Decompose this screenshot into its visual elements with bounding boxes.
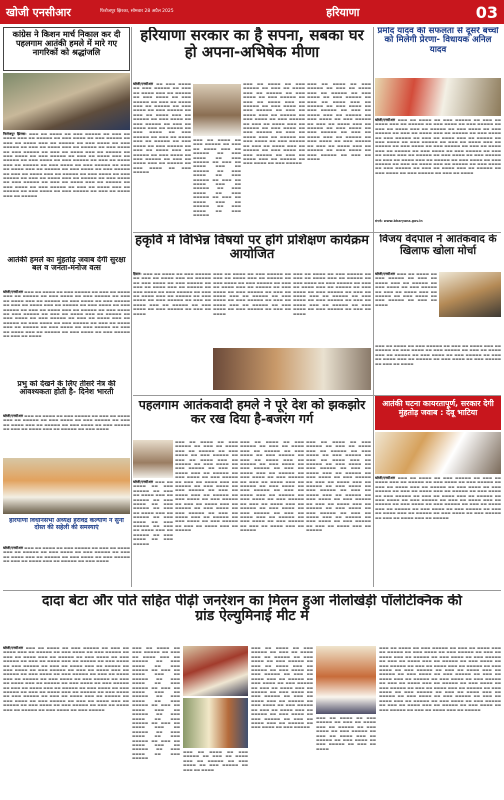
story-body: खोजी/एनसीआर ▬▬▬ ▬▬ ▬▬▬▬ ▬▬ ▬▬▬ ▬▬▬▬▬ ▬▬ ▬▬▬ ▬▬ ▬▬▬▬ ▬▬▬ ▬▬ ▬▬▬▬▬ ▬▬ ▬▬▬ ▬▬▬▬ ▬▬ ▬▬▬ ▬▬▬▬▬ ▬▬ ▬▬▬ ▬▬ ▬▬▬▬ ▬▬▬ ▬▬ ▬▬▬▬▬ ▬▬ ▬▬▬ ▬▬▬▬ ▬▬ ▬▬▬ ▬▬▬▬▬ ▬▬ ▬▬▬ ▬▬ ▬▬▬▬ ▬▬▬ ▬▬ ▬▬▬▬▬ ▬▬ ▬▬▬ ▬▬▬▬ <box>3 546 130 564</box>
story-body: ▬▬▬ ▬▬ ▬▬▬▬ ▬▬ ▬▬▬ ▬▬▬▬▬ ▬▬ ▬▬▬ ▬▬ ▬▬▬▬ ▬▬▬ ▬▬ ▬▬▬▬▬ ▬▬ ▬▬▬ ▬▬▬▬ ▬▬ ▬▬▬ ▬▬▬▬▬ ▬▬ ▬▬▬ ▬▬ ▬▬▬▬ ▬▬▬ ▬▬ ▬▬▬▬▬ ▬▬ ▬▬▬ ▬▬▬▬ ▬▬ ▬▬▬ ▬▬▬▬▬ ▬▬ ▬▬▬ ▬▬ ▬▬▬▬ ▬▬▬ ▬▬ ▬▬▬▬▬ ▬▬ ▬▬▬ ▬▬▬▬ ▬▬ ▬▬▬ ▬▬▬▬▬ ▬▬ ▬▬▬ ▬▬ ▬▬▬▬ ▬▬▬ ▬▬ ▬▬▬▬▬ ▬▬ ▬▬▬ ▬▬▬▬ ▬▬ ▬▬▬ ▬▬▬▬▬ ▬▬ ▬▬▬ ▬▬ ▬▬▬▬ ▬▬▬ ▬▬ ▬▬▬▬▬ ▬▬ ▬▬▬ ▬▬▬▬ ▬▬ ▬▬▬ ▬▬▬▬▬ ▬▬ ▬▬▬ ▬▬ ▬▬▬▬ ▬▬▬ ▬▬ ▬▬▬▬▬ ▬▬ ▬▬▬ ▬▬▬▬ ▬▬ ▬▬▬ ▬▬▬▬▬ ▬▬ ▬▬▬ ▬▬ ▬▬▬▬ ▬▬▬ ▬▬ ▬▬▬▬▬ ▬▬ ▬▬▬ ▬▬▬▬ ▬▬ ▬▬▬ ▬▬▬▬▬ ▬▬ ▬▬▬ ▬▬ ▬▬▬▬ ▬▬▬ ▬▬ ▬▬▬▬▬ <box>240 440 304 533</box>
story-photo-congress-march <box>3 73 130 130</box>
newspaper-name: खोजी एनसीआर <box>6 5 71 19</box>
story-byline: खोजी/एनसीआर <box>375 476 396 480</box>
story-byline: खोजी/एनसीआर <box>3 546 24 550</box>
story-byline: हिसार: <box>133 272 142 276</box>
story-headline: प्रभु को देखने के लिए तीसरे नेत्र की आवश्यकता होती है- दिनेश भारती <box>17 380 116 397</box>
story-photo-portrait <box>193 84 241 136</box>
page-number: 03 <box>475 2 498 22</box>
story-photo-bajrang-garg <box>133 440 173 478</box>
divider <box>3 590 501 591</box>
story-headline: दादा बेटा और पोते सहित पीढ़ी जनरेशन का मिलन हुआ नीलोखेड़ी पॉलीटेक्निक की ग्रांड ऐल्युमिनाई मीट में <box>41 594 463 625</box>
story-photo-alumni-group <box>183 698 248 748</box>
story-body: ▬▬▬ ▬▬ ▬▬▬▬ ▬▬ ▬▬▬ ▬▬▬▬▬ ▬▬ ▬▬▬ ▬▬ ▬▬▬▬ ▬▬▬ ▬▬ ▬▬▬▬▬ ▬▬ ▬▬▬ ▬▬▬▬ ▬▬ ▬▬▬ ▬▬▬▬▬ ▬▬ ▬▬▬ ▬▬ ▬▬▬▬ ▬▬▬ ▬▬ ▬▬▬▬▬ ▬▬ ▬▬▬ ▬▬▬▬ ▬▬ ▬▬▬ ▬▬▬▬▬ ▬▬ ▬▬▬ ▬▬ ▬▬▬▬ ▬▬▬ ▬▬ ▬▬▬▬▬ ▬▬ ▬▬▬ ▬▬▬▬ ▬▬ ▬▬▬ ▬▬▬▬▬ ▬▬ ▬▬▬ ▬▬ ▬▬▬▬ ▬▬▬ ▬▬ ▬▬▬▬▬ ▬▬ ▬▬▬ ▬▬▬▬ ▬▬ ▬▬▬ ▬▬▬▬▬ <box>193 138 241 217</box>
story-body: ▬▬▬ ▬▬ ▬▬▬▬ ▬▬ ▬▬▬ ▬▬▬▬▬ ▬▬ ▬▬▬ ▬▬ ▬▬▬▬ ▬▬▬ ▬▬ ▬▬▬▬▬ ▬▬ ▬▬▬ ▬▬▬▬ ▬▬ ▬▬▬ ▬▬▬▬▬ ▬▬ ▬▬▬ ▬▬ ▬▬▬▬ ▬▬▬ ▬▬ ▬▬▬▬▬ ▬▬ ▬▬▬ ▬▬▬▬ ▬▬ ▬▬▬ ▬▬▬▬▬ ▬▬ ▬▬▬ ▬▬ ▬▬▬▬ ▬▬▬ ▬▬ ▬▬▬▬▬ ▬▬ ▬▬▬ ▬▬▬▬ ▬▬ ▬▬▬ ▬▬▬▬▬ ▬▬ ▬▬▬ ▬▬ ▬▬▬▬ ▬▬▬ ▬▬ ▬▬▬▬▬ ▬▬ ▬▬▬ ▬▬▬▬ ▬▬ ▬▬▬ ▬▬▬▬▬ ▬▬ ▬▬▬ ▬▬ ▬▬▬▬ ▬▬▬ ▬▬ ▬▬▬▬▬ ▬▬ ▬▬▬ ▬▬▬▬ ▬▬ ▬▬▬ ▬▬▬▬▬ ▬▬ ▬▬▬ ▬▬ ▬▬▬▬ ▬▬▬ ▬▬ ▬▬▬▬▬ ▬▬ ▬▬▬ ▬▬▬▬ ▬▬ ▬▬▬ ▬▬▬▬▬ ▬▬ ▬▬▬ ▬▬ ▬▬▬▬ ▬▬▬ ▬▬ ▬▬▬▬▬ ▬▬ ▬▬▬ ▬▬▬▬ ▬▬ ▬▬▬ ▬▬▬▬▬ ▬▬ ▬▬▬ ▬▬ ▬▬▬▬ ▬▬▬ ▬▬ ▬▬▬▬▬ <box>306 440 371 533</box>
story-byline: खोजी/एनसीआर <box>133 480 154 484</box>
story-body: खोजी/एनसीआर ▬▬ ▬▬▬ ▬▬▬▬ ▬▬ ▬▬▬ ▬▬▬▬▬ ▬▬ ▬▬▬ ▬▬ ▬▬▬▬ ▬▬▬ ▬▬ ▬▬▬▬▬ ▬▬ ▬▬▬ ▬▬▬▬ ▬▬ ▬▬▬ ▬▬▬▬▬ ▬▬ ▬▬▬ ▬▬ ▬▬▬▬ ▬▬▬ ▬▬ ▬▬▬▬▬ ▬▬ ▬▬▬ ▬▬▬▬ ▬▬ ▬▬▬ ▬▬▬▬▬ ▬▬ ▬▬▬ ▬▬ ▬▬▬▬ ▬▬▬ ▬▬ ▬▬▬▬▬ ▬▬ ▬▬▬ ▬▬▬▬ ▬▬ ▬▬▬ ▬▬▬▬▬ ▬▬ ▬▬▬ ▬▬ ▬▬▬▬ ▬▬▬ ▬▬ ▬▬▬▬▬ ▬▬ ▬▬▬ ▬▬▬▬ ▬▬ ▬▬▬ ▬▬▬▬▬ ▬▬ ▬▬▬ ▬▬ ▬▬▬▬ ▬▬▬ ▬▬ ▬▬▬▬▬ ▬▬ ▬▬▬ ▬▬▬▬ ▬▬ ▬▬▬ ▬▬▬▬▬ ▬▬ ▬▬▬ ▬▬ ▬▬▬▬ ▬▬▬ ▬▬ ▬▬▬▬▬ ▬▬ ▬▬▬ ▬▬▬▬ ▬▬ ▬▬▬ ▬▬▬▬▬ ▬▬ ▬▬▬ ▬▬ ▬▬▬▬ ▬▬▬ ▬▬ ▬▬▬▬▬ ▬▬ ▬▬▬ ▬▬▬▬ ▬▬ ▬▬▬ ▬▬▬▬▬ <box>133 82 191 175</box>
story-headline: प्रमोद यादव की सफलता से दूसरे बच्चों को मिलेगी प्रेरणा- विधायक अनिल यादव <box>377 27 499 55</box>
story-headline: हरियाणा सरकार का है सपना, सबका घर हो अपना-अभिषेक मीणा <box>140 27 364 61</box>
story-body: फिरोजपुर झिरका: ▬▬▬ ▬▬ ▬▬▬▬ ▬▬ ▬▬▬ ▬▬▬▬▬ ▬▬ ▬▬▬ ▬▬ ▬▬▬▬ ▬▬▬ ▬▬ ▬▬▬▬▬ ▬▬ ▬▬▬ ▬▬▬▬ ▬▬ ▬▬▬ ▬▬▬▬▬ ▬▬ ▬▬▬ ▬▬ ▬▬▬▬ ▬▬▬ ▬▬ ▬▬▬▬▬ ▬▬ ▬▬▬ ▬▬▬▬ ▬▬ ▬▬▬ ▬▬▬▬▬ ▬▬ ▬▬▬ ▬▬ ▬▬▬▬ ▬▬▬ ▬▬ ▬▬▬▬▬ ▬▬ ▬▬▬ ▬▬▬▬ ▬▬ ▬▬▬ ▬▬▬▬▬ ▬▬ ▬▬▬ ▬▬ ▬▬▬▬ ▬▬▬ ▬▬ ▬▬▬▬▬ ▬▬ ▬▬▬ ▬▬▬▬ ▬▬ ▬▬▬ ▬▬▬▬▬ ▬▬ ▬▬▬ ▬▬ ▬▬▬▬ ▬▬▬ ▬▬ ▬▬▬▬▬ ▬▬ ▬▬▬ ▬▬▬▬ ▬▬ ▬▬▬ ▬▬▬▬▬ ▬▬ ▬▬▬ ▬▬ ▬▬▬▬ ▬▬▬ ▬▬ ▬▬▬▬▬ ▬▬ ▬▬▬ ▬▬▬▬ ▬▬ ▬▬▬ ▬▬▬▬▬ ▬▬ ▬▬▬ ▬▬ ▬▬▬▬ ▬▬▬ ▬▬ ▬▬▬▬▬ ▬▬ ▬▬▬ ▬▬▬▬ ▬▬ ▬▬▬ ▬▬▬▬▬ ▬▬ ▬▬▬ ▬▬ ▬▬▬▬ ▬▬▬ ▬▬ ▬▬▬▬▬ ▬▬ ▬▬▬ ▬▬▬▬ ▬▬ ▬▬▬ ▬▬▬▬▬ ▬▬ ▬▬▬ ▬▬ ▬▬▬▬ ▬▬▬ ▬▬ ▬▬▬▬▬ ▬▬ ▬▬▬ ▬▬▬▬ ▬▬ ▬▬▬ ▬▬▬▬▬ ▬▬ ▬▬▬ ▬▬ ▬▬▬▬ ▬▬▬ ▬▬ ▬▬▬▬▬ ▬▬ ▬▬▬ ▬▬▬▬ ▬▬ ▬▬▬ ▬▬▬▬▬ ▬▬ ▬▬▬ ▬▬ ▬▬▬▬ ▬▬▬ ▬▬ ▬▬▬▬▬ ▬▬ ▬▬▬ ▬▬▬▬ ▬▬ ▬▬▬ ▬▬▬▬▬ ▬▬ ▬▬▬ ▬▬ ▬▬▬▬ ▬▬▬ ▬▬ ▬▬▬▬▬ <box>3 132 130 198</box>
story-photo-alumni-crowd <box>316 646 376 714</box>
story-body: खोजी/एनसीआर ▬▬▬ ▬▬ ▬▬▬▬ ▬▬ ▬▬▬ ▬▬▬▬▬ ▬▬ ▬▬▬ ▬▬ ▬▬▬▬ ▬▬▬ ▬▬ ▬▬▬▬▬ ▬▬ ▬▬▬ ▬▬▬▬ ▬▬ ▬▬▬ ▬▬▬▬▬ ▬▬ ▬▬▬ ▬▬ ▬▬▬▬ ▬▬▬ ▬▬ ▬▬▬▬▬ ▬▬ ▬▬▬ ▬▬▬▬ ▬▬ ▬▬▬ ▬▬▬▬▬ ▬▬ ▬▬▬ ▬▬ ▬▬▬▬ ▬▬▬ ▬▬ ▬▬▬▬▬ ▬▬ ▬▬▬ ▬▬▬▬ ▬▬ ▬▬▬ ▬▬▬▬▬ ▬▬ ▬▬▬ ▬▬ ▬▬▬▬ ▬▬▬ ▬▬ ▬▬▬▬▬ ▬▬ ▬▬▬ ▬▬▬▬ ▬▬ ▬▬▬ ▬▬▬▬▬ ▬▬ ▬▬▬ ▬▬ ▬▬▬▬ ▬▬▬ ▬▬ ▬▬▬▬▬ ▬▬ ▬▬▬ ▬▬▬▬ ▬▬ ▬▬▬ ▬▬▬▬▬ ▬▬ ▬▬▬ ▬▬ ▬▬▬▬ ▬▬▬ ▬▬ ▬▬▬▬▬ ▬▬ ▬▬▬ ▬▬▬▬ ▬▬ ▬▬▬ ▬▬▬▬▬ ▬▬ ▬▬▬ ▬▬ ▬▬▬▬ ▬▬▬ ▬▬ ▬▬▬▬▬ ▬▬ ▬▬▬ ▬▬▬▬ ▬▬ ▬▬▬ ▬▬▬▬▬ ▬▬ ▬▬▬ ▬▬ ▬▬▬▬ ▬▬▬ ▬▬ ▬▬▬▬▬ ▬▬ ▬▬▬ ▬▬▬▬ ▬▬ ▬▬▬ ▬▬▬▬▬ ▬▬ ▬▬▬ ▬▬ ▬▬▬▬ ▬▬▬ ▬▬ ▬▬▬▬▬ ▬▬ ▬▬▬ ▬▬▬▬ ▬▬ ▬▬▬ ▬▬▬▬▬ ▬▬ ▬▬▬ ▬▬ ▬▬▬▬ ▬▬▬ ▬▬ ▬▬▬▬▬ ▬▬ ▬▬▬ ▬▬▬▬ ▬▬ ▬▬▬ ▬▬▬▬▬ ▬▬ ▬▬▬ ▬▬ ▬▬▬▬ <box>375 118 501 175</box>
contact-line: संपर्क: www.bharyana.gov.in <box>375 219 423 223</box>
story-body: खोजी/एनसीआर ▬▬▬ ▬▬ ▬▬▬▬ ▬▬ ▬▬▬ ▬▬▬▬▬ ▬▬ ▬▬▬ ▬▬ ▬▬▬▬ ▬▬▬ ▬▬ ▬▬▬▬▬ ▬▬ ▬▬▬ ▬▬▬▬ ▬▬ ▬▬▬ ▬▬▬▬▬ ▬▬ ▬▬▬ ▬▬ ▬▬▬▬ ▬▬▬ ▬▬ ▬▬▬▬▬ ▬▬ ▬▬▬ ▬▬▬▬ ▬▬ ▬▬▬ ▬▬▬▬▬ ▬▬ ▬▬▬ ▬▬ ▬▬▬▬ ▬▬▬ ▬▬ ▬▬▬▬▬ ▬▬ ▬▬▬ ▬▬▬▬ <box>3 414 130 432</box>
story-body: ▬▬▬ ▬▬ ▬▬▬▬ ▬▬ ▬▬▬ ▬▬▬▬▬ ▬▬ ▬▬▬ ▬▬ ▬▬▬▬ ▬▬▬ ▬▬ ▬▬▬▬▬ ▬▬ ▬▬▬ ▬▬▬▬ ▬▬ ▬▬▬ ▬▬▬▬▬ ▬▬ ▬▬▬ ▬▬ ▬▬▬▬ ▬▬▬ ▬▬ ▬▬▬▬▬ ▬▬ ▬▬▬ ▬▬▬▬ ▬▬ ▬▬▬ ▬▬▬▬▬ ▬▬ ▬▬▬ ▬▬ ▬▬▬▬ ▬▬▬ ▬▬ ▬▬▬▬▬ ▬▬ ▬▬▬ ▬▬▬▬ ▬▬ ▬▬▬ ▬▬▬▬▬ ▬▬ ▬▬▬ ▬▬ ▬▬▬▬ <box>375 344 501 366</box>
story-body: ▬▬▬ ▬▬ ▬▬▬▬ ▬▬ ▬▬▬ ▬▬▬▬▬ ▬▬ ▬▬▬ ▬▬ ▬▬▬▬ ▬▬▬ ▬▬ ▬▬▬▬▬ ▬▬ ▬▬▬ ▬▬▬▬ ▬▬ ▬▬▬ ▬▬▬▬▬ ▬▬ ▬▬▬ ▬▬ ▬▬▬▬ ▬▬▬ ▬▬ ▬▬▬▬▬ ▬▬ ▬▬▬ ▬▬▬▬ ▬▬ ▬▬▬ ▬▬▬▬▬ ▬▬ ▬▬▬ ▬▬ ▬▬▬▬ <box>316 716 376 751</box>
story-body: खोजी/एनसीआर ▬▬▬ ▬▬ ▬▬▬▬ ▬▬ ▬▬▬ ▬▬▬▬▬ ▬▬ ▬▬▬ ▬▬ ▬▬▬▬ ▬▬▬ ▬▬ ▬▬▬▬▬ ▬▬ ▬▬▬ ▬▬▬▬ ▬▬ ▬▬▬ ▬▬▬▬▬ ▬▬ ▬▬▬ ▬▬ ▬▬▬▬ ▬▬▬ ▬▬ ▬▬▬▬▬ ▬▬ ▬▬▬ ▬▬▬▬ ▬▬ ▬▬▬ ▬▬▬▬▬ ▬▬ ▬▬▬ ▬▬ ▬▬▬▬ ▬▬▬ ▬▬ ▬▬▬▬▬ ▬▬ ▬▬▬ ▬▬▬▬ ▬▬ ▬▬▬ ▬▬▬▬▬ ▬▬ ▬▬▬ ▬▬ ▬▬▬▬ ▬▬▬ ▬▬ ▬▬▬▬▬ ▬▬ ▬▬▬ ▬▬▬▬ ▬▬ ▬▬▬ ▬▬▬▬▬ ▬▬ ▬▬▬ ▬▬ ▬▬▬▬ ▬▬▬ ▬▬ ▬▬▬▬▬ ▬▬ ▬▬▬ ▬▬▬▬ ▬▬ ▬▬▬ ▬▬▬▬▬ ▬▬ ▬▬▬ ▬▬ ▬▬▬▬ ▬▬▬ ▬▬ ▬▬▬▬▬ ▬▬ ▬▬▬ ▬▬▬▬ ▬▬ ▬▬▬ ▬▬▬▬▬ ▬▬ ▬▬▬ ▬▬ ▬▬▬▬ ▬▬▬ ▬▬ ▬▬▬▬▬ ▬▬ ▬▬▬ ▬▬▬▬ ▬▬ ▬▬▬ ▬▬▬▬▬ ▬▬ ▬▬▬ ▬▬ ▬▬▬▬ ▬▬▬ ▬▬ ▬▬▬▬▬ ▬▬ ▬▬▬ ▬▬▬▬ ▬▬ ▬▬▬ ▬▬▬▬▬ ▬▬ ▬▬▬ ▬▬ ▬▬▬▬ <box>3 290 130 339</box>
story-body: ▬▬▬ ▬▬ ▬▬▬▬ ▬▬ ▬▬▬ ▬▬▬▬▬ ▬▬ ▬▬▬ ▬▬ ▬▬▬▬ ▬▬▬ ▬▬ ▬▬▬▬▬ ▬▬ ▬▬▬ ▬▬▬▬ ▬▬ ▬▬▬ ▬▬▬▬▬ ▬▬ ▬▬▬ ▬▬ ▬▬▬▬ ▬▬▬ ▬▬ ▬▬▬▬▬ ▬▬ ▬▬▬ ▬▬▬▬ ▬▬ ▬▬▬ ▬▬▬▬▬ ▬▬ ▬▬▬ ▬▬ ▬▬▬▬ ▬▬▬ ▬▬ ▬▬▬▬▬ ▬▬ ▬▬▬ ▬▬▬▬ ▬▬ ▬▬▬ ▬▬▬▬▬ ▬▬ ▬▬▬ ▬▬ ▬▬▬▬ ▬▬▬ ▬▬ ▬▬▬▬▬ ▬▬ ▬▬▬ ▬▬▬▬ ▬▬ ▬▬▬ ▬▬▬▬▬ ▬▬ ▬▬▬ ▬▬ ▬▬▬▬ ▬▬▬ ▬▬ ▬▬▬▬▬ ▬▬ ▬▬▬ ▬▬▬▬ ▬▬ ▬▬▬ ▬▬▬▬▬ ▬▬ ▬▬▬ ▬▬ ▬▬▬▬ ▬▬▬ ▬▬ ▬▬▬▬▬ ▬▬ ▬▬▬ ▬▬▬▬ ▬▬ ▬▬▬ ▬▬▬▬▬ ▬▬ ▬▬▬ ▬▬ ▬▬▬▬ <box>307 82 371 161</box>
story-body: खोजी/एनसीआर ▬▬▬ ▬▬ ▬▬▬▬ ▬▬ ▬▬▬ ▬▬▬▬▬ ▬▬ ▬▬▬ ▬▬ ▬▬▬▬ ▬▬▬ ▬▬ ▬▬▬▬▬ ▬▬ ▬▬▬ ▬▬▬▬ ▬▬ ▬▬▬ ▬▬▬▬▬ ▬▬ ▬▬▬ ▬▬ ▬▬▬▬ ▬▬▬ ▬▬ ▬▬▬▬▬ ▬▬ ▬▬▬ ▬▬▬▬ ▬▬ ▬▬▬ ▬▬▬▬▬ ▬▬ ▬▬▬ ▬▬ ▬▬▬▬ ▬▬▬ ▬▬ ▬▬▬▬▬ ▬▬ ▬▬▬ ▬▬▬▬ ▬▬ ▬▬▬ ▬▬▬▬▬ ▬▬ ▬▬▬ ▬▬ ▬▬▬▬ ▬▬▬ ▬▬ ▬▬▬▬▬ ▬▬ ▬▬▬ ▬▬▬▬ ▬▬ ▬▬▬ ▬▬▬▬▬ ▬▬ ▬▬▬ ▬▬ ▬▬▬▬ ▬▬▬ ▬▬ ▬▬▬▬▬ ▬▬ ▬▬▬ ▬▬▬▬ ▬▬ ▬▬▬ ▬▬▬▬▬ ▬▬ ▬▬▬ ▬▬ ▬▬▬▬ ▬▬▬ ▬▬ ▬▬▬▬▬ ▬▬ ▬▬▬ ▬▬▬▬ ▬▬ ▬▬▬ ▬▬▬▬▬ ▬▬ ▬▬▬ ▬▬ ▬▬▬▬ ▬▬▬ ▬▬ ▬▬▬▬▬ ▬▬ ▬▬▬ ▬▬▬▬ ▬▬ ▬▬▬ ▬▬▬▬▬ ▬▬ ▬▬▬ ▬▬ ▬▬▬▬ ▬▬▬ ▬▬ ▬▬▬▬▬ <box>375 476 501 520</box>
issue-meta: फिरोजपुर झिरका, सोमवार 28 अप्रैल 2025 <box>100 9 174 14</box>
story-body: ▬▬▬ ▬▬ ▬▬▬▬ ▬▬ ▬▬▬ ▬▬▬▬▬ ▬▬ ▬▬▬ ▬▬ ▬▬▬▬ ▬▬▬ ▬▬ ▬▬▬▬▬ ▬▬ ▬▬▬ ▬▬▬▬ ▬▬ ▬▬▬ ▬▬▬▬▬ ▬▬ ▬▬▬ ▬▬ ▬▬▬▬ ▬▬▬ ▬▬ ▬▬▬▬▬ ▬▬ ▬▬▬ ▬▬▬▬ ▬▬ ▬▬▬ ▬▬▬▬▬ ▬▬ ▬▬▬ ▬▬ ▬▬▬▬ ▬▬▬ ▬▬ ▬▬▬▬▬ ▬▬ ▬▬▬ ▬▬▬▬ ▬▬ ▬▬▬ ▬▬▬▬▬ ▬▬ ▬▬▬ ▬▬ ▬▬▬▬ ▬▬▬ ▬▬ ▬▬▬▬▬ ▬▬ ▬▬▬ ▬▬▬▬ ▬▬ ▬▬▬ ▬▬▬▬▬ ▬▬ ▬▬▬ ▬▬ ▬▬▬▬ <box>213 272 291 316</box>
column-divider <box>373 27 374 587</box>
story-byline: खोजी/एनसीआर <box>3 414 24 418</box>
story-headline: पहलगाम आतंकवादी हमले ने पूरे देश को झकझोर कर रख दिया है-बजरंग गर्ग <box>138 398 366 426</box>
story-photo-alumni-stage <box>183 646 248 696</box>
story-body: खोजी/एनसीआर ▬▬▬ ▬▬ ▬▬▬▬ ▬▬ ▬▬▬ ▬▬▬▬▬ ▬▬ ▬▬▬ ▬▬ ▬▬▬▬ ▬▬▬ ▬▬ ▬▬▬▬▬ ▬▬ ▬▬▬ ▬▬▬▬ ▬▬ ▬▬▬ ▬▬▬▬▬ ▬▬ ▬▬▬ ▬▬ ▬▬▬▬ ▬▬▬ ▬▬ ▬▬▬▬▬ ▬▬ ▬▬▬ ▬▬▬▬ ▬▬ ▬▬▬ ▬▬▬▬▬ ▬▬ ▬▬▬ ▬▬ ▬▬▬▬ ▬▬▬ ▬▬ ▬▬▬▬▬ ▬▬ ▬▬▬ ▬▬▬▬ ▬▬ ▬▬▬ ▬▬▬▬▬ <box>133 480 173 546</box>
story-body: ▬▬▬ ▬▬ ▬▬▬▬ ▬▬ ▬▬▬ ▬▬▬▬▬ ▬▬ ▬▬▬ ▬▬ ▬▬▬▬ ▬▬▬ ▬▬ ▬▬▬▬▬ ▬▬ ▬▬▬ ▬▬▬▬ ▬▬ ▬▬▬ ▬▬▬▬▬ ▬▬ ▬▬▬ ▬▬ ▬▬▬▬ ▬▬▬ ▬▬ ▬▬▬▬▬ ▬▬ ▬▬▬ ▬▬▬▬ ▬▬ ▬▬▬ ▬▬▬▬▬ ▬▬ ▬▬▬ ▬▬ ▬▬▬▬ ▬▬▬ ▬▬ ▬▬▬▬▬ ▬▬ ▬▬▬ ▬▬▬▬ ▬▬ ▬▬▬ ▬▬▬▬▬ ▬▬ ▬▬▬ ▬▬ ▬▬▬▬ ▬▬▬ ▬▬ ▬▬▬▬▬ ▬▬ ▬▬▬ ▬▬▬▬ ▬▬ ▬▬▬ ▬▬▬▬▬ ▬▬ ▬▬▬ ▬▬ ▬▬▬▬ ▬▬▬ ▬▬ ▬▬▬▬▬ ▬▬ ▬▬▬ ▬▬▬▬ ▬▬ ▬▬▬ ▬▬▬▬▬ ▬▬ ▬▬▬ ▬▬ ▬▬▬▬ ▬▬▬ ▬▬ ▬▬▬▬▬ ▬▬ ▬▬▬ ▬▬▬▬ ▬▬ ▬▬▬ ▬▬▬▬▬ ▬▬ ▬▬▬ ▬▬ ▬▬▬▬ ▬▬▬ ▬▬ ▬▬▬▬▬ ▬▬ ▬▬▬ ▬▬▬▬ ▬▬ ▬▬▬ ▬▬▬▬▬ ▬▬ ▬▬▬ ▬▬ ▬▬▬▬ ▬▬▬ ▬▬ ▬▬▬▬▬ <box>175 440 238 533</box>
section-divider <box>133 395 501 396</box>
story-headline: विजय वेदपाल ने आतंकवाद के खिलाफ खोला मोर्चा <box>379 234 497 257</box>
story-headline: हरियाणा विधानसभा अध्यक्ष हरविंद्र कल्याण ने सुनी दोस्त की सहेली की समस्याएं <box>9 518 124 531</box>
story-photo-felicitation <box>375 78 501 116</box>
story-byline: खोजी/एनसीआर <box>375 272 396 276</box>
story-byline: खोजी/एनसीआर <box>133 82 154 86</box>
story-byline: खोजी/एनसीआर <box>375 118 396 122</box>
story-body: हिसार: ▬▬▬ ▬▬ ▬▬▬▬ ▬▬ ▬▬▬ ▬▬▬▬▬ ▬▬ ▬▬▬ ▬▬ ▬▬▬▬ ▬▬▬ ▬▬ ▬▬▬▬▬ ▬▬ ▬▬▬ ▬▬▬▬ ▬▬ ▬▬▬ ▬▬▬▬▬ ▬▬ ▬▬▬ ▬▬ ▬▬▬▬ ▬▬▬ ▬▬ ▬▬▬▬▬ ▬▬ ▬▬▬ ▬▬▬▬ ▬▬ ▬▬▬ ▬▬▬▬▬ ▬▬ ▬▬▬ ▬▬ ▬▬▬▬ ▬▬▬ ▬▬ ▬▬▬▬▬ ▬▬ ▬▬▬ ▬▬▬▬ ▬▬ ▬▬▬ ▬▬▬▬▬ ▬▬ ▬▬▬ ▬▬ ▬▬▬▬ ▬▬▬ ▬▬ ▬▬▬▬▬ ▬▬ ▬▬▬ ▬▬▬▬ ▬▬ ▬▬▬ ▬▬▬▬▬ ▬▬ ▬▬▬ ▬▬ ▬▬▬▬ <box>133 272 211 316</box>
masthead <box>0 0 504 24</box>
story-byline: खोजी/एनसीआर <box>3 290 24 294</box>
story-body: ▬▬▬ ▬▬ ▬▬▬▬ ▬▬ ▬▬▬ ▬▬▬▬▬ ▬▬ ▬▬▬ ▬▬ ▬▬▬▬ ▬▬▬ ▬▬ ▬▬▬▬▬ ▬▬ ▬▬▬ ▬▬▬▬ ▬▬ ▬▬▬ ▬▬▬▬▬ ▬▬ ▬▬▬ ▬▬ ▬▬▬▬ ▬▬▬ ▬▬ ▬▬▬▬▬ ▬▬ ▬▬▬ ▬▬▬▬ ▬▬ ▬▬▬ ▬▬▬▬▬ ▬▬ ▬▬▬ ▬▬ ▬▬▬▬ ▬▬▬ ▬▬ ▬▬▬▬▬ ▬▬ ▬▬▬ ▬▬▬▬ ▬▬ ▬▬▬ ▬▬▬▬▬ ▬▬ ▬▬▬ ▬▬ ▬▬▬▬ ▬▬▬ ▬▬ ▬▬▬▬▬ ▬▬ ▬▬▬ ▬▬▬▬ ▬▬ ▬▬▬ ▬▬▬▬▬ ▬▬ ▬▬▬ ▬▬ ▬▬▬▬ ▬▬▬ ▬▬ ▬▬▬▬▬ ▬▬ ▬▬▬ ▬▬▬▬ ▬▬ ▬▬▬ ▬▬▬▬▬ ▬▬ ▬▬▬ ▬▬ ▬▬▬▬ ▬▬▬ ▬▬ ▬▬▬▬▬ ▬▬ ▬▬▬ ▬▬▬▬ ▬▬ ▬▬▬ ▬▬▬▬▬ <box>132 646 180 761</box>
story-body: ▬▬▬ ▬▬ ▬▬▬▬ ▬▬ ▬▬▬ ▬▬▬▬▬ ▬▬ ▬▬▬ ▬▬ ▬▬▬▬ ▬▬▬ ▬▬ ▬▬▬▬▬ ▬▬ ▬▬▬ ▬▬▬▬ ▬▬ ▬▬▬ ▬▬▬▬▬ ▬▬ ▬▬▬ ▬▬ ▬▬▬▬ <box>183 750 248 772</box>
story-photo-satsang <box>3 458 130 514</box>
story-headline: आतंकी हमले का मुंहतोड़ जवाब देगी सुरक्षा बल व जनता-मनोज वत्स <box>7 256 126 273</box>
story-body: खोजी/एनसीआर ▬▬▬ ▬▬ ▬▬▬▬ ▬▬ ▬▬▬ ▬▬▬▬▬ ▬▬ ▬▬▬ ▬▬ ▬▬▬▬ ▬▬▬ ▬▬ ▬▬▬▬▬ ▬▬ ▬▬▬ ▬▬▬▬ ▬▬ ▬▬▬ ▬▬▬▬▬ ▬▬ ▬▬▬ ▬▬ ▬▬▬▬ ▬▬▬ ▬▬ ▬▬▬▬▬ ▬▬ ▬▬▬ ▬▬▬▬ ▬▬ ▬▬▬ ▬▬▬▬▬ ▬▬ ▬▬▬ ▬▬ ▬▬▬▬ ▬▬▬ ▬▬ ▬▬▬▬▬ ▬▬ ▬▬▬ ▬▬▬▬ ▬▬ ▬▬▬ ▬▬▬▬▬ ▬▬ ▬▬▬ ▬▬ ▬▬▬▬ ▬▬▬ ▬▬ ▬▬▬▬▬ ▬▬ ▬▬▬ ▬▬▬▬ ▬▬ ▬▬▬ ▬▬▬▬▬ ▬▬ ▬▬▬ ▬▬ ▬▬▬▬ ▬▬▬ ▬▬ ▬▬▬▬▬ ▬▬ ▬▬▬ ▬▬▬▬ ▬▬ ▬▬▬ ▬▬▬▬▬ ▬▬ ▬▬▬ ▬▬ ▬▬▬▬ ▬▬▬ ▬▬ ▬▬▬▬▬ ▬▬ ▬▬▬ ▬▬▬▬ ▬▬ ▬▬▬ ▬▬▬▬▬ ▬▬ ▬▬▬ ▬▬ ▬▬▬▬ ▬▬▬ ▬▬ ▬▬▬▬▬ ▬▬ ▬▬▬ ▬▬▬▬ ▬▬ ▬▬▬ ▬▬▬▬▬ ▬▬ ▬▬▬ ▬▬ ▬▬▬▬ ▬▬▬ ▬▬ ▬▬▬▬▬ ▬▬ ▬▬▬ ▬▬▬▬ ▬▬ ▬▬▬ ▬▬▬▬▬ ▬▬ ▬▬▬ ▬▬ ▬▬▬▬ ▬▬▬ ▬▬ ▬▬▬▬▬ ▬▬ ▬▬▬ ▬▬▬▬ ▬▬ ▬▬▬ ▬▬▬▬▬ ▬▬ ▬▬▬ ▬▬ ▬▬▬▬ ▬▬▬ ▬▬ ▬▬▬▬▬ ▬▬ ▬▬▬ ▬▬▬▬ ▬▬ ▬▬▬ ▬▬▬▬▬ ▬▬ ▬▬▬ ▬▬ ▬▬▬▬ ▬▬▬ ▬▬ ▬▬▬▬▬ ▬▬ ▬▬▬ ▬▬▬▬ ▬▬ ▬▬▬ ▬▬▬▬▬ ▬▬ ▬▬▬ ▬▬ ▬▬▬▬ ▬▬▬ ▬▬ ▬▬▬▬▬ ▬▬ ▬▬▬ ▬▬▬▬ ▬▬ ▬▬▬ ▬▬▬▬▬ <box>3 646 129 712</box>
story-body: ▬▬▬ ▬▬ ▬▬▬▬ ▬▬ ▬▬▬ ▬▬▬▬▬ ▬▬ ▬▬▬ ▬▬ ▬▬▬▬ ▬▬▬ ▬▬ ▬▬▬▬▬ ▬▬ ▬▬▬ ▬▬▬▬ ▬▬ ▬▬▬ ▬▬▬▬▬ ▬▬ ▬▬▬ ▬▬ ▬▬▬▬ ▬▬▬ ▬▬ ▬▬▬▬▬ ▬▬ ▬▬▬ ▬▬▬▬ ▬▬ ▬▬▬ ▬▬▬▬▬ ▬▬ ▬▬▬ ▬▬ ▬▬▬▬ ▬▬▬ ▬▬ ▬▬▬▬▬ ▬▬ ▬▬▬ ▬▬▬▬ ▬▬ ▬▬▬ ▬▬▬▬▬ ▬▬ ▬▬▬ ▬▬ ▬▬▬▬ ▬▬▬ ▬▬ ▬▬▬▬▬ ▬▬ ▬▬▬ ▬▬▬▬ ▬▬ ▬▬▬ ▬▬▬▬▬ ▬▬ ▬▬▬ ▬▬ ▬▬▬▬ ▬▬▬ ▬▬ ▬▬▬▬▬ ▬▬ ▬▬▬ ▬▬▬▬ ▬▬ ▬▬▬ ▬▬▬▬▬ ▬▬ ▬▬▬ ▬▬ ▬▬▬▬ ▬▬▬ ▬▬ ▬▬▬▬▬ ▬▬ ▬▬▬ ▬▬▬▬ ▬▬ ▬▬▬ ▬▬▬▬▬ ▬▬ ▬▬▬ ▬▬ ▬▬▬▬ ▬▬▬ ▬▬ ▬▬▬▬▬ ▬▬ ▬▬▬ ▬▬▬▬ ▬▬ ▬▬▬ ▬▬▬▬▬ <box>243 82 305 166</box>
story-byline: खोजी/एनसीआर <box>3 646 24 650</box>
story-body: ▬▬▬ ▬▬ ▬▬▬▬ ▬▬ ▬▬▬ ▬▬▬▬▬ ▬▬ ▬▬▬ ▬▬ ▬▬▬▬ ▬▬▬ ▬▬ ▬▬▬▬▬ ▬▬ ▬▬▬ ▬▬▬▬ ▬▬ ▬▬▬ ▬▬▬▬▬ ▬▬ ▬▬▬ ▬▬ ▬▬▬▬ ▬▬▬ ▬▬ ▬▬▬▬▬ ▬▬ ▬▬▬ ▬▬▬▬ ▬▬ ▬▬▬ ▬▬▬▬▬ ▬▬ ▬▬▬ ▬▬ ▬▬▬▬ ▬▬▬ ▬▬ ▬▬▬▬▬ ▬▬ ▬▬▬ ▬▬▬▬ ▬▬ ▬▬▬ ▬▬▬▬▬ ▬▬ ▬▬▬ ▬▬ ▬▬▬▬ ▬▬▬ ▬▬ ▬▬▬▬▬ ▬▬ ▬▬▬ ▬▬▬▬ ▬▬ ▬▬▬ ▬▬▬▬▬ ▬▬ ▬▬▬ ▬▬ ▬▬▬▬ <box>293 272 371 316</box>
story-photo-vedpal <box>439 272 501 317</box>
story-photo-training <box>213 348 371 390</box>
story-body: ▬▬▬ ▬▬ ▬▬▬▬ ▬▬ ▬▬▬ ▬▬▬▬▬ ▬▬ ▬▬▬ ▬▬ ▬▬▬▬ ▬▬▬ ▬▬ ▬▬▬▬▬ ▬▬ ▬▬▬ ▬▬▬▬ ▬▬ ▬▬▬ ▬▬▬▬▬ ▬▬ ▬▬▬ ▬▬ ▬▬▬▬ ▬▬▬ ▬▬ ▬▬▬▬▬ ▬▬ ▬▬▬ ▬▬▬▬ ▬▬ ▬▬▬ ▬▬▬▬▬ ▬▬ ▬▬▬ ▬▬ ▬▬▬▬ ▬▬▬ ▬▬ ▬▬▬▬▬ ▬▬ ▬▬▬ ▬▬▬▬ ▬▬ ▬▬▬ ▬▬▬▬▬ ▬▬ ▬▬▬ ▬▬ ▬▬▬▬ ▬▬▬ ▬▬ ▬▬▬▬▬ ▬▬ ▬▬▬ ▬▬▬▬ ▬▬ ▬▬▬ ▬▬▬▬▬ ▬▬ ▬▬▬ ▬▬ ▬▬▬▬ ▬▬▬ ▬▬ ▬▬▬▬▬ ▬▬ ▬▬▬ ▬▬▬▬ ▬▬ ▬▬▬ ▬▬▬▬▬ ▬▬ ▬▬▬ ▬▬ ▬▬▬▬ ▬▬▬ ▬▬ ▬▬▬▬▬ ▬▬ ▬▬▬ ▬▬▬▬ ▬▬ ▬▬▬ ▬▬▬▬▬ ▬▬ ▬▬▬ ▬▬ ▬▬▬▬ ▬▬▬ ▬▬ ▬▬▬▬▬ ▬▬ ▬▬▬ ▬▬▬▬ ▬▬ ▬▬▬ ▬▬▬▬▬ ▬▬ ▬▬▬ ▬▬ ▬▬▬▬ ▬▬▬ ▬▬ ▬▬▬▬▬ ▬▬ ▬▬▬ ▬▬▬▬ ▬▬ ▬▬▬ ▬▬▬▬▬ ▬▬ ▬▬▬ ▬▬ ▬▬▬▬ ▬▬▬ ▬▬ ▬▬▬▬▬ ▬▬ ▬▬▬ ▬▬▬▬ ▬▬ ▬▬▬ ▬▬▬▬▬ ▬▬ ▬▬▬ ▬▬ ▬▬▬▬ ▬▬▬ ▬▬ ▬▬▬▬▬ ▬▬ ▬▬▬ ▬▬▬▬ ▬▬ ▬▬▬ ▬▬▬▬▬ ▬▬ ▬▬▬ ▬▬ ▬▬▬▬ ▬▬▬ ▬▬ ▬▬▬▬▬ ▬▬ ▬▬▬ ▬▬▬▬ ▬▬ ▬▬▬ ▬▬▬▬▬ ▬▬ ▬▬▬ ▬▬ ▬▬▬▬ ▬▬▬ ▬▬ ▬▬▬▬▬ <box>379 646 501 712</box>
story-headline: हकृवि में विभिन्न विषयों पर होंगे प्रशिक्षण कार्यक्रम आयोजित <box>135 234 369 263</box>
story-body: ▬▬▬ ▬▬ ▬▬▬▬ ▬▬ ▬▬▬ ▬▬▬▬▬ ▬▬ ▬▬▬ ▬▬ ▬▬▬▬ ▬▬▬ ▬▬ ▬▬▬▬▬ ▬▬ ▬▬▬ ▬▬▬▬ ▬▬ ▬▬▬ ▬▬▬▬▬ ▬▬ ▬▬▬ ▬▬ ▬▬▬▬ ▬▬▬ ▬▬ ▬▬▬▬▬ ▬▬ ▬▬▬ ▬▬▬▬ ▬▬ ▬▬▬ ▬▬▬▬▬ ▬▬ ▬▬▬ ▬▬ ▬▬▬▬ ▬▬▬ ▬▬ ▬▬▬▬▬ ▬▬ ▬▬▬ ▬▬▬▬ ▬▬ ▬▬▬ ▬▬▬▬▬ ▬▬ ▬▬▬ ▬▬ ▬▬▬▬ ▬▬▬ ▬▬ ▬▬▬▬▬ ▬▬ ▬▬▬ ▬▬▬▬ ▬▬ ▬▬▬ ▬▬▬▬▬ ▬▬ ▬▬▬ ▬▬ ▬▬▬▬ ▬▬▬ ▬▬ ▬▬▬▬▬ ▬▬ ▬▬▬ ▬▬▬▬ ▬▬ ▬▬▬ ▬▬▬▬▬ ▬▬ ▬▬▬ ▬▬ ▬▬▬▬ ▬▬▬ ▬▬ ▬▬▬▬▬ ▬▬ ▬▬▬ ▬▬▬▬ ▬▬ ▬▬▬ ▬▬▬▬▬ ▬▬ ▬▬▬ ▬▬ ▬▬▬▬ ▬▬▬ ▬▬ ▬▬▬▬▬ ▬▬ ▬▬▬ ▬▬▬▬ ▬▬ ▬▬▬ ▬▬▬▬▬ <box>251 646 313 730</box>
story-byline: फिरोजपुर झिरका: <box>3 132 27 136</box>
story-photo-bhatia <box>375 432 501 474</box>
section-divider <box>133 232 501 233</box>
column-divider <box>131 27 132 587</box>
story-body: खोजी/एनसीआर ▬▬▬ ▬▬ ▬▬▬▬ ▬▬ ▬▬▬ ▬▬▬▬▬ ▬▬ ▬▬▬ ▬▬ ▬▬▬▬ ▬▬▬ ▬▬ ▬▬▬▬▬ ▬▬ ▬▬▬ ▬▬▬▬ ▬▬ ▬▬▬ ▬▬▬▬▬ ▬▬ ▬▬▬ ▬▬ ▬▬▬▬ ▬▬▬ ▬▬ ▬▬▬▬▬ ▬▬ ▬▬▬ ▬▬▬▬ ▬▬ ▬▬▬ ▬▬▬▬▬ ▬▬ ▬▬▬ ▬▬ ▬▬▬▬ <box>375 272 437 307</box>
section-title: हरियाणा <box>326 5 360 19</box>
story-headline: आतंकी घटना कायरतापूर्ण, सरकार देगी मुंहतोड़ जवाब : देवू भाटिया <box>375 396 501 430</box>
story-headline: कांग्रेस ने किशन मार्च निकाल कर दी पहलगाम आतंकी हमले में मारे गए नागरिकों को श्रद्धांजलि <box>3 27 130 71</box>
